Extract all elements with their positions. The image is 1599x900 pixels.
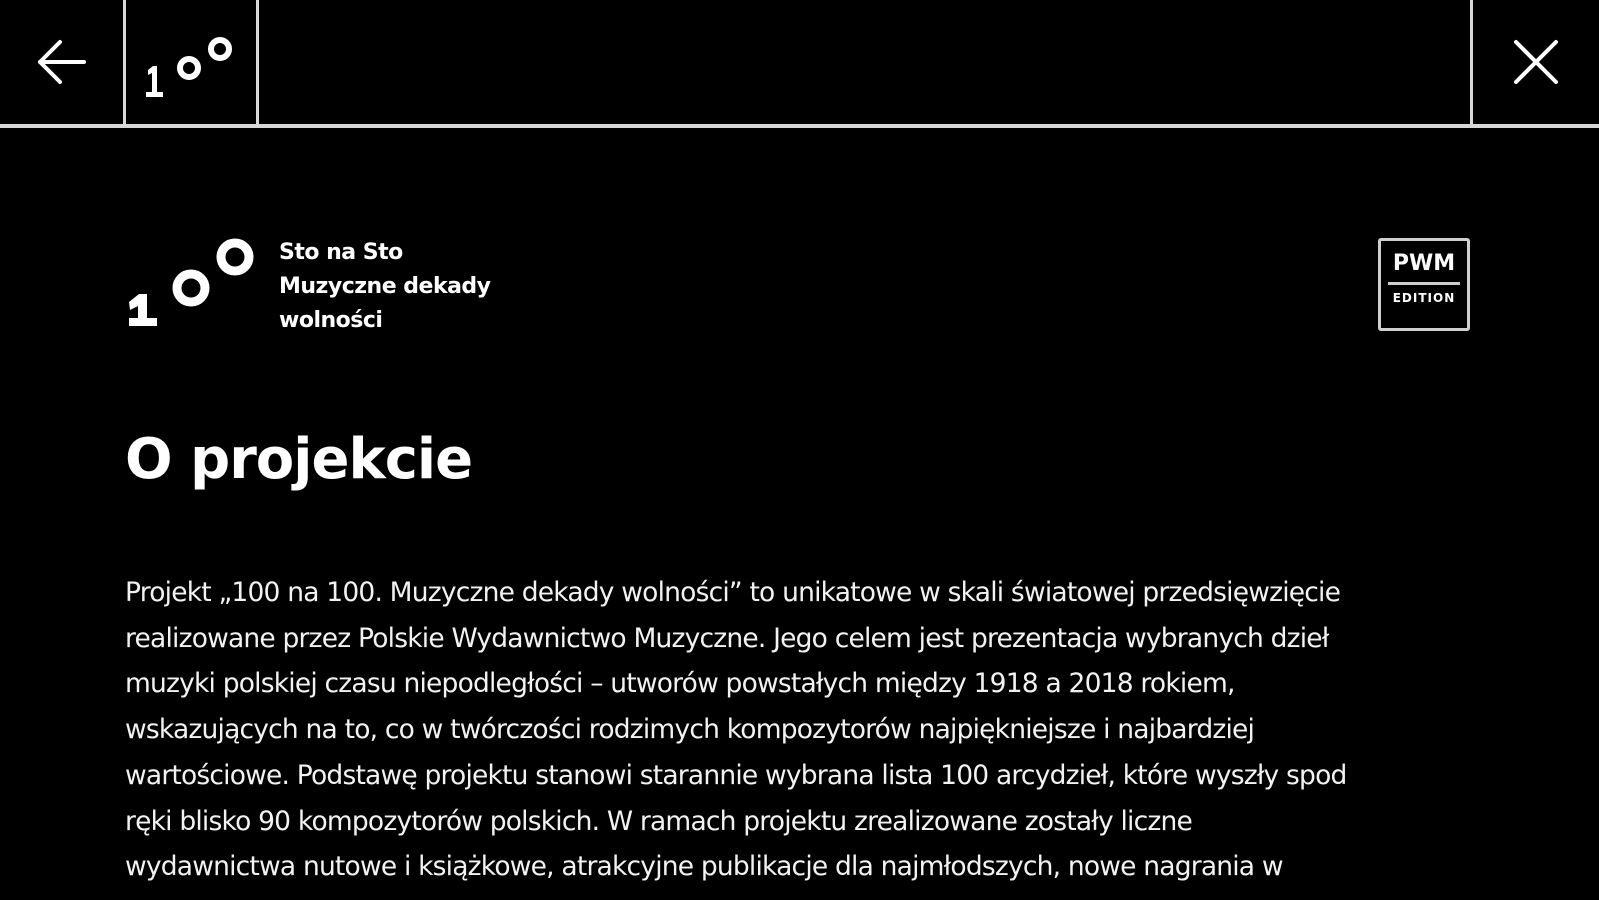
project-name-line: Muzyczne dekady [279,274,491,299]
description-line: ręki blisko 90 kompozytorów polskich. W ramach projektu zrealizowane zostały liczne [125,805,1192,837]
description-line: wydawnictwa nutowe i książkowe, atrakcyjne publikacje dla najmłodszych, nowe nagrania w [125,851,1283,883]
pwm-logo-sub: EDITION [1392,291,1456,305]
description-line: realizowane przez Polskie Wydawnictwo Muzyczne. Jego celem jest prezentacja wybranych dzieł [125,622,1329,654]
pwm-logo-main: PWM [1392,251,1456,276]
description-line: wartościowe. Podstawę projektu stanowi starannie wybrana lista 100 arcydzieł, które wyszły spod [125,759,1347,791]
pwm-edition-logo[interactable] [1378,238,1470,331]
project-description [125,570,1485,890]
back-button[interactable] [0,0,126,124]
pwm-logo-divider [1388,282,1460,285]
description-line: wskazujących na to, co w twórczości rodzimych kompozytorów najpiękniejsze i najbardziej [125,714,1255,746]
logo-100-icon [126,0,256,124]
project-name [279,236,491,338]
project-name-line: Sto na Sto [279,240,403,265]
description-line: muzyki polskiej czasu niepodległości – utworów powstałych między 1918 a 2018 rokiem, [125,668,1235,700]
home-logo-button[interactable] [126,0,259,124]
close-button[interactable] [1470,0,1599,124]
logo-100-icon [125,230,265,335]
top-bar [0,0,1599,128]
page-title: O projekcie [125,427,473,492]
close-icon [1511,37,1561,87]
arrow-left-icon [34,37,90,87]
description-line: Projekt „100 na 100. Muzyczne dekady wolności” to unikatowe w skali światowej przedsięwzięcie [125,577,1341,608]
project-name-line: wolności [279,308,383,333]
project-brand [125,230,645,340]
